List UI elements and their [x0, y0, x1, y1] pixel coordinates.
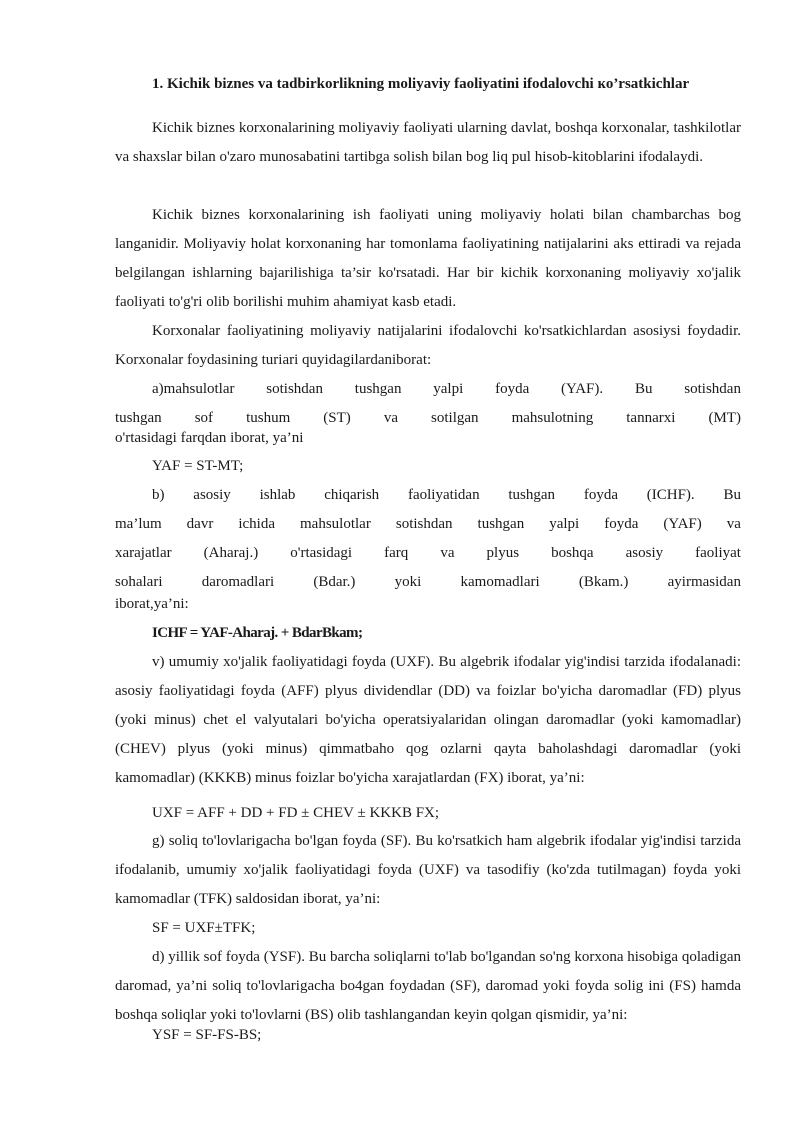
- word: mahsulotlar: [300, 516, 371, 532]
- word: yalpi: [433, 381, 464, 397]
- word: (Aharaj.): [203, 545, 259, 561]
- section-heading: 1. Kichik biznes va tadbirkorlikning moliyaviy faoliyatini ifodalovchi ĸo’rsatkichlar: [152, 76, 690, 92]
- word: tushgan: [354, 381, 402, 397]
- paragraph-profit-types-text: Korxonalar faoliyatining moliyaviy natijalarini ifodalovchi ko'rsatkichlardan asosiysi foydadir. Korxonalar foydasining turiari quyidagilardaniborat:: [115, 323, 741, 368]
- item-b-line-5: iborat,ya’ni:: [115, 596, 189, 612]
- word: va: [440, 545, 455, 561]
- word: (YAF).: [561, 381, 604, 397]
- word: sotishdan: [266, 381, 323, 397]
- word: chiqarish: [324, 487, 380, 503]
- word: xarajatlar: [115, 545, 172, 561]
- word: Bu: [634, 381, 653, 397]
- word: ishlab: [259, 487, 296, 503]
- word: sotilgan: [431, 410, 479, 426]
- word: yoki: [394, 574, 422, 590]
- word: faoliyat: [695, 545, 741, 561]
- formula-sf: SF = UXF±TFK;: [152, 920, 256, 936]
- word: daromadlari: [201, 574, 275, 590]
- paragraph-item-d-text: d) yillik sof foyda (YSF). Bu barcha soliqlarni to'lab bo'lgandan so'ng korxona hisobiga qoladigan daromad, ya’ni soliq to'lovlarigacha bo4gan foydadan (SF), daromad yoki foyda solig ini (FS) hamda boshqa soliqlar yoki to'lovlarni (BS) olib tashlangandan keyin qolgan qismidir, ya’ni:: [115, 949, 741, 1023]
- word: ayirmasidan: [667, 574, 741, 590]
- word: tushgan: [477, 516, 525, 532]
- word: a)mahsulotlar: [152, 381, 235, 397]
- paragraph-item-g: [115, 827, 741, 914]
- word: tannarxi: [626, 410, 676, 426]
- item-b-line-3: [115, 539, 741, 568]
- word: tushum: [246, 410, 291, 426]
- item-b-line-2: [115, 510, 741, 539]
- word: foyda: [583, 487, 618, 503]
- word: ma’lum: [115, 516, 162, 532]
- paragraph-item-g-text: g) soliq to'lovlarigacha bo'lgan foyda (SF). Bu ko'rsatkich ham algebrik ifodalar yig'indisi tarzida ifodalanib, umumiy xo'jalik faoliyatidagi foyda (UXF) va tasodifiy (ko'zda tutilmagan) foyda yoki kamomadlar (TFK) saldosidan iborat, ya’ni:: [115, 833, 741, 907]
- word: asosiy: [193, 487, 231, 503]
- formula-ichf: ICHF = YAF-Aharaj. + BdarBkam;: [152, 625, 363, 641]
- formula-ysf: YSF = SF-FS-BS;: [152, 1027, 262, 1043]
- word: farq: [384, 545, 409, 561]
- word: o'rtasidagi: [290, 545, 353, 561]
- word: b): [152, 487, 165, 503]
- item-a-line-3: o'rtasidagi farqdan iborat, ya’ni: [115, 430, 304, 446]
- item-b-line-1: [152, 481, 741, 510]
- word: va: [383, 410, 398, 426]
- paragraph-intro-text: Kichik biznes korxonalarining moliyaviy faoliyati ularning davlat, boshqa korxonalar, tashkilotlar va shaxslar bilan o'zaro munosabatini tartibga solish bilan bog liq pul hisob-kitoblarini ifodalaydi.: [115, 120, 741, 165]
- item-b-line-4: [115, 568, 741, 597]
- item-a-line-1: [152, 375, 741, 404]
- word: (YAF): [663, 516, 702, 532]
- word: plyus: [486, 545, 520, 561]
- word: (ICHF).: [646, 487, 695, 503]
- word: kamomadlari: [460, 574, 540, 590]
- word: sohalari: [115, 574, 163, 590]
- word: tushgan: [508, 487, 556, 503]
- word: foyda: [604, 516, 639, 532]
- paragraph-item-v-text: v) umumiy xo'jalik faoliyatidagi foyda (UXF). Bu algebrik ifodalar yig'indisi tarzida ifodalanadi: asosiy faoliyatidagi foyda (AFF) plyus dividendlar (DD) va foizlar bo'yicha daromadlar (FD) plyus (yoki minus) chet el valyutalari bo'yicha operatsiyalaridan olingan daromadlar (yoki kamomadlar) (CHEV) plyus (yoki minus) qimmatbaho qog ozlarni qayta baholashdagi daromadlar (yoki kamomadlar) (KKKB) minus foizlar bo'yicha xarajatlardan (FX) iborat, ya’ni:: [115, 654, 741, 786]
- word: yalpi: [549, 516, 580, 532]
- word: sof: [194, 410, 214, 426]
- paragraph-financial-state-text: Kichik biznes korxonalarining ish faoliyati uning moliyaviy holati bilan chambarchas bog langanidir. Moliyaviy holat korxonaning har tomonlama faoliyatining natijalarini aks ettiradi va rejada belgilangan ishlarning bajarilishiga ta’sir ko'rsatadi. Har bir kichik korxonaning moliyaviy xo'jalik faoliyati to'g'ri olib borilishi muhim ahamiyat kasb etadi.: [115, 207, 741, 310]
- paragraph-profit-types: [115, 317, 741, 375]
- paragraph-item-d: [115, 943, 741, 1030]
- word: boshqa: [551, 545, 594, 561]
- formula-uxf: UXF = AFF + DD + FD ± CHEV ± KKKB FX;: [152, 805, 440, 821]
- word: sotishdan: [684, 381, 741, 397]
- word: ichida: [238, 516, 275, 532]
- formula-yaf: YAF = ST-MT;: [152, 458, 244, 474]
- word: mahsulotning: [511, 410, 594, 426]
- word: va: [726, 516, 741, 532]
- word: (ST): [323, 410, 351, 426]
- word: sotishdan: [395, 516, 453, 532]
- word: tushgan: [115, 410, 162, 426]
- word: faoliyatidan: [407, 487, 480, 503]
- paragraph-item-v: [115, 648, 741, 793]
- word: Bu: [723, 487, 741, 503]
- word: davr: [186, 516, 214, 532]
- word: (Bdar.): [313, 574, 356, 590]
- word: foyda: [495, 381, 530, 397]
- paragraph-financial-state: [115, 201, 741, 317]
- word: (MT): [708, 410, 741, 426]
- paragraph-intro: [115, 114, 741, 172]
- word: (Bkam.): [578, 574, 629, 590]
- word: asosiy: [625, 545, 664, 561]
